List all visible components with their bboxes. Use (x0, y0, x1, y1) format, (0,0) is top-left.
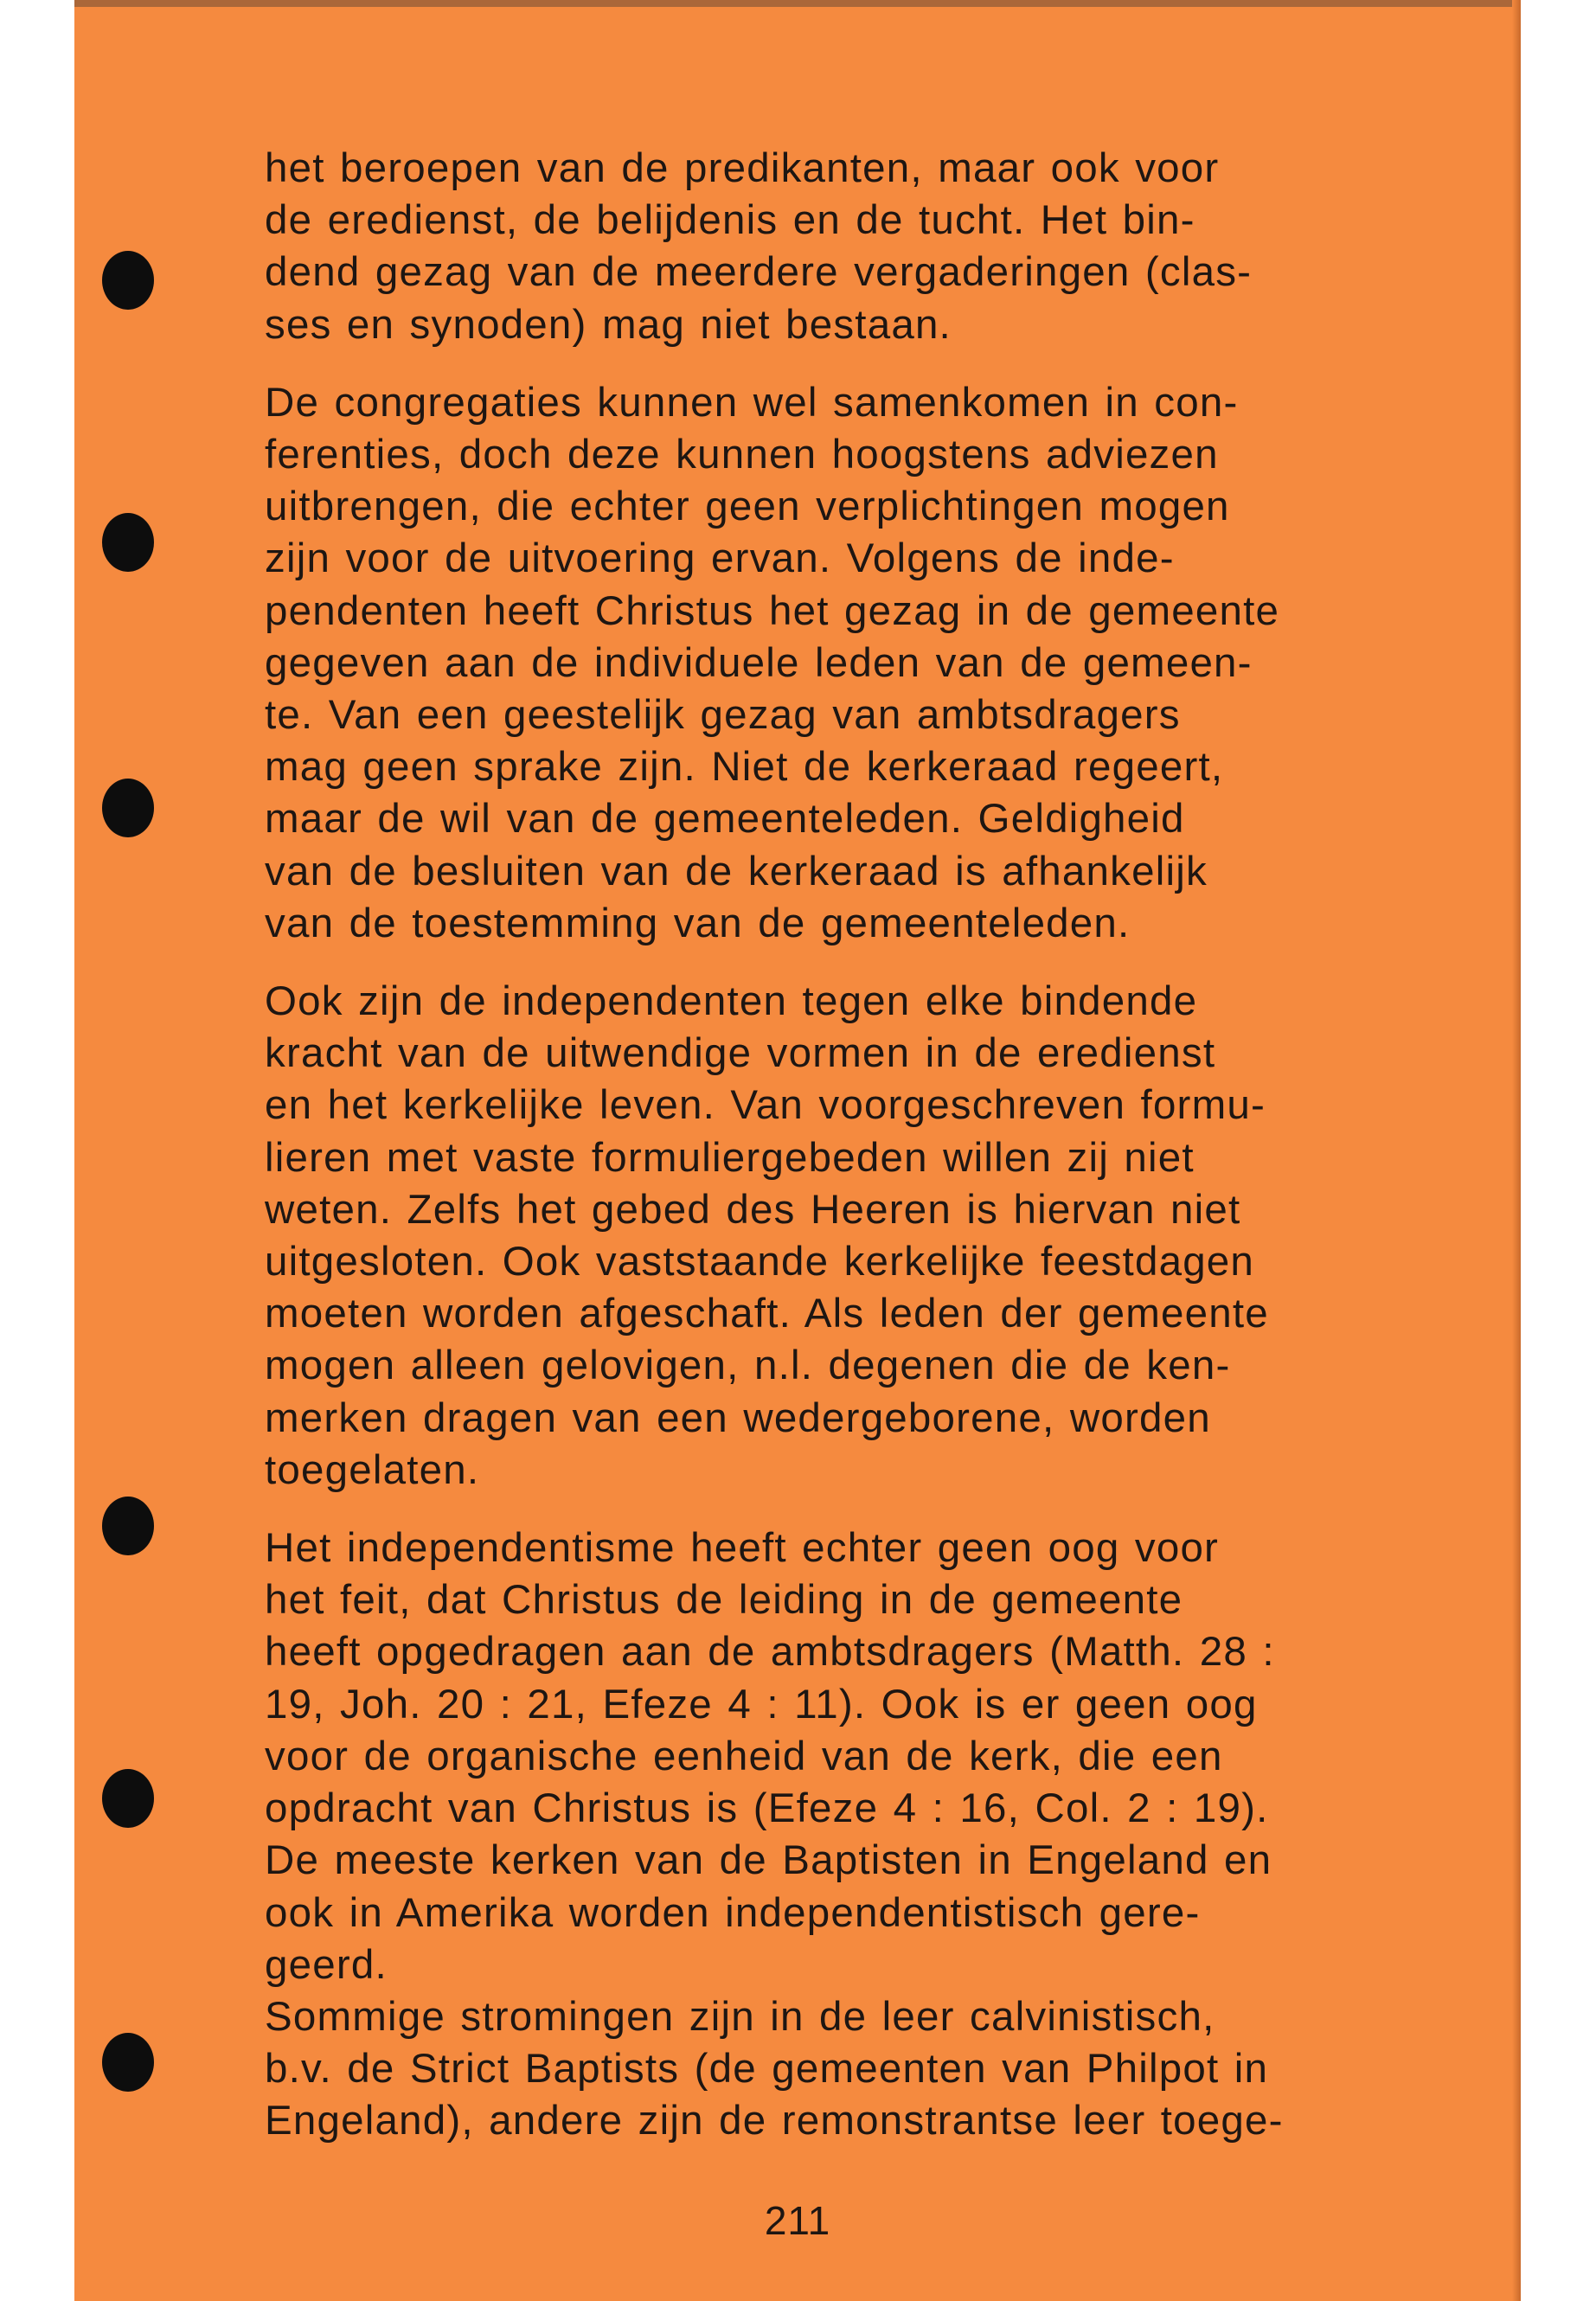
paragraph (265, 1522, 1381, 1991)
paragraph (265, 377, 1381, 950)
text-line: het beroepen van de predikanten, maar ook voor (265, 145, 1220, 191)
page-top-edge (74, 0, 1521, 7)
text-line: weten. Zelfs het gebed des Heeren is hiervan niet (265, 1186, 1241, 1233)
punch-hole (102, 2033, 154, 2092)
paragraph (265, 143, 1381, 351)
book-page (74, 0, 1521, 2301)
text-line: moeten worden afgeschaft. Als leden der gemeente (265, 1291, 1269, 1337)
text-line: het feit, dat Christus de leiding in de gemeente (265, 1577, 1183, 1624)
text-line: uitgesloten. Ook vaststaande kerkelijke feestdagen (265, 1239, 1255, 1285)
text-line: te. Van een geestelijk gezag van ambtsdragers (265, 692, 1181, 739)
punch-hole (102, 513, 154, 572)
text-line: en het kerkelijke leven. Van voorgeschreven formu- (265, 1082, 1266, 1129)
body-text (265, 143, 1381, 2148)
text-line: van de besluiten van de kerkeraad is afhankelijk (265, 848, 1208, 894)
text-line: lieren met vaste formuliergebeden willen zij niet (265, 1134, 1195, 1181)
text-line: dend gezag van de meerdere vergaderingen (clas- (265, 249, 1253, 296)
text-line: zijn voor de uitvoering ervan. Volgens de inde- (265, 535, 1175, 582)
page-number: 211 (764, 2198, 831, 2243)
text-line: toegelaten. (265, 1446, 480, 1493)
text-line: Engeland), andere zijn de remonstrantse leer toege- (265, 2098, 1284, 2144)
text-line: de eredienst, de belijdenis en de tucht. Het bin- (265, 197, 1195, 244)
text-line: merken dragen van een wedergeborene, worden (265, 1394, 1211, 1441)
punch-hole (102, 1769, 154, 1828)
text-line: ook in Amerika worden independentistisch gere- (265, 1889, 1201, 1936)
text-line: 19, Joh. 20 : 21, Efeze 4 : 11). Ook is er geen oog (265, 1681, 1258, 1727)
text-line: De meeste kerken van de Baptisten in Engeland en (265, 1837, 1272, 1884)
text-line: gegeven aan de individuele leden van de gemeen- (265, 639, 1253, 686)
punch-hole (102, 251, 154, 310)
text-line: ses en synoden) mag niet bestaan. (265, 301, 952, 348)
text-line: van de toestemming van de gemeenteleden. (265, 900, 1131, 946)
text-line: opdracht van Christus is (Efeze 4 : 16, Col. 2 : 19). (265, 1785, 1269, 1832)
text-line: heeft opgedragen aan de ambtsdragers (Matth. 28 : (265, 1629, 1275, 1676)
text-line: Sommige stromingen zijn in de leer calvinistisch, (265, 1993, 1215, 2040)
text-line: Ook zijn de independenten tegen elke bindende (265, 978, 1198, 1025)
text-line: mag geen sprake zijn. Niet de kerkeraad regeert, (265, 744, 1224, 791)
text-line: voor de organische eenheid van de kerk, die een (265, 1733, 1223, 1779)
punch-hole (102, 1497, 154, 1555)
punch-hole (102, 779, 154, 837)
paragraph (265, 976, 1381, 1497)
text-line: ferenties, doch deze kunnen hoogstens adviezen (265, 432, 1219, 478)
paragraph (265, 1991, 1381, 2148)
text-line: b.v. de Strict Baptists (de gemeenten van Philpot in (265, 2046, 1269, 2093)
page-right-edge (1512, 0, 1521, 2301)
text-line: kracht van de uitwendige vormen in de eredienst (265, 1030, 1216, 1077)
text-line: geerd. (265, 1941, 388, 1988)
text-line: uitbrengen, die echter geen verplichtingen mogen (265, 484, 1230, 530)
text-line: mogen alleen gelovigen, n.l. degenen die de ken- (265, 1343, 1231, 1389)
text-line: pendenten heeft Christus het gezag in de gemeente (265, 587, 1280, 634)
text-line: maar de wil van de gemeenteleden. Geldigheid (265, 796, 1185, 843)
text-line: Het independentisme heeft echter geen oog voor (265, 1525, 1220, 1572)
text-line: De congregaties kunnen wel samenkomen in con- (265, 379, 1239, 426)
